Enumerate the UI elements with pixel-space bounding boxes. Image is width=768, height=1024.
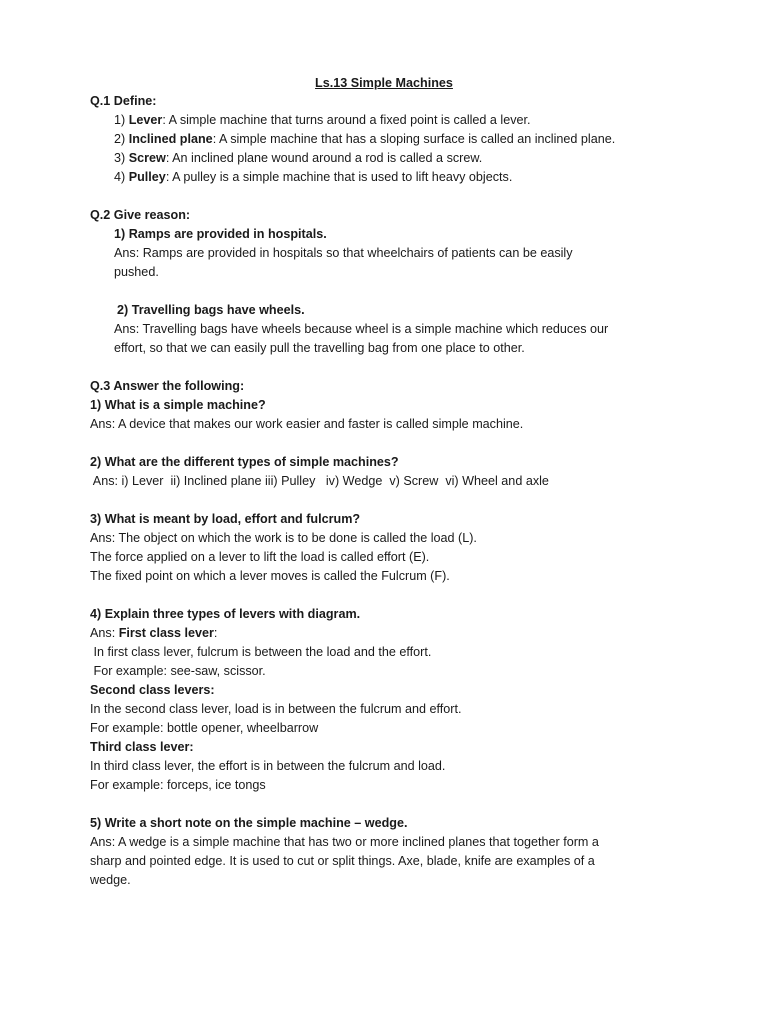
q3-question-2: 2) What are the different types of simple machines? bbox=[90, 455, 399, 469]
page-title: Ls.13 Simple Machines bbox=[315, 76, 453, 90]
q3-heading: Q.3 Answer the following: bbox=[90, 379, 245, 393]
q3-question-5: 5) Write a short note on the simple machine – wedge. bbox=[90, 816, 408, 830]
q2-reason-2-question: 2) Travelling bags have wheels. bbox=[117, 303, 305, 317]
term-lever: Lever bbox=[128, 113, 163, 127]
q2-reason-1-answer-line1: Ans: Ramps are provided in hospitals so that wheelchairs of patients can be easily bbox=[114, 246, 573, 260]
definition-text: : A simple machine that has a sloping surface is called an inclined plane. bbox=[212, 132, 616, 146]
q3-answer-3-line1: Ans: The object on which the work is to be done is called the load (L). bbox=[90, 531, 477, 545]
q1-item-inclined-plane bbox=[114, 130, 615, 149]
third-class-lever-example: For example: forceps, ice tongs bbox=[90, 778, 266, 792]
q1-item-pulley bbox=[114, 168, 512, 187]
q3-answer-1: Ans: A device that makes our work easier and faster is called simple machine. bbox=[90, 417, 524, 431]
q1-item-lever bbox=[114, 111, 531, 130]
q3-answer-5-line2: sharp and pointed edge. It is used to cut or split things. Axe, blade, knife are examples of a bbox=[90, 854, 595, 868]
item-number: 2) bbox=[114, 132, 129, 146]
q1-heading: Q.1 Define: bbox=[90, 94, 157, 108]
first-class-lever-title: First class lever bbox=[118, 626, 214, 640]
term-inclined-plane: Inclined plane bbox=[128, 132, 213, 146]
item-number: 4) bbox=[114, 170, 129, 184]
definition-text: : An inclined plane wound around a rod is called a screw. bbox=[165, 151, 483, 165]
second-class-lever-example: For example: bottle opener, wheelbarrow bbox=[90, 721, 319, 735]
third-class-lever-description: In third class lever, the effort is in between the fulcrum and load. bbox=[90, 759, 446, 773]
q3-answer-3-line2: The force applied on a lever to lift the load is called effort (E). bbox=[90, 550, 430, 564]
q3-answer-4-first-class-heading bbox=[90, 624, 217, 643]
q3-answer-3-line3: The fixed point on which a lever moves is called the Fulcrum (F). bbox=[90, 569, 450, 583]
second-class-lever-title: Second class levers: bbox=[90, 683, 215, 697]
q2-reason-1-question: 1) Ramps are provided in hospitals. bbox=[114, 227, 327, 241]
q1-item-screw bbox=[114, 149, 482, 168]
q2-heading: Q.2 Give reason: bbox=[90, 208, 191, 222]
q3-question-4: 4) Explain three types of levers with diagram. bbox=[90, 607, 361, 621]
q3-answer-2: Ans: i) Lever ii) Inclined plane iii) Pulley iv) Wedge v) Screw vi) Wheel and axle bbox=[90, 474, 549, 488]
first-class-lever-example: For example: see-saw, scissor. bbox=[90, 664, 266, 678]
q3-answer-5-line1: Ans: A wedge is a simple machine that has two or more inclined planes that together form a bbox=[90, 835, 599, 849]
q2-reason-1-answer-line2: pushed. bbox=[114, 265, 159, 279]
q3-question-1: 1) What is a simple machine? bbox=[90, 398, 266, 412]
third-class-lever-title: Third class lever: bbox=[90, 740, 194, 754]
q3-answer-5-line3: wedge. bbox=[90, 873, 131, 887]
second-class-lever-description: In the second class lever, load is in between the fulcrum and effort. bbox=[90, 702, 462, 716]
q3-question-3: 3) What is meant by load, effort and fulcrum? bbox=[90, 512, 361, 526]
term-pulley: Pulley bbox=[128, 170, 166, 184]
q2-reason-2-answer-line1: Ans: Travelling bags have wheels because wheel is a simple machine which reduces our bbox=[114, 322, 609, 336]
definition-text: : A pulley is a simple machine that is used to lift heavy objects. bbox=[165, 170, 513, 184]
q2-reason-2-answer-line2: effort, so that we can easily pull the travelling bag from one place to other. bbox=[114, 341, 525, 355]
first-class-lever-description: In first class lever, fulcrum is between the load and the effort. bbox=[90, 645, 432, 659]
definition-text: : A simple machine that turns around a fixed point is called a lever. bbox=[162, 113, 531, 127]
item-number: 1) bbox=[114, 113, 129, 127]
colon: : bbox=[213, 626, 218, 640]
answer-prefix: Ans: bbox=[90, 626, 119, 640]
term-screw: Screw bbox=[128, 151, 166, 165]
item-number: 3) bbox=[114, 151, 129, 165]
